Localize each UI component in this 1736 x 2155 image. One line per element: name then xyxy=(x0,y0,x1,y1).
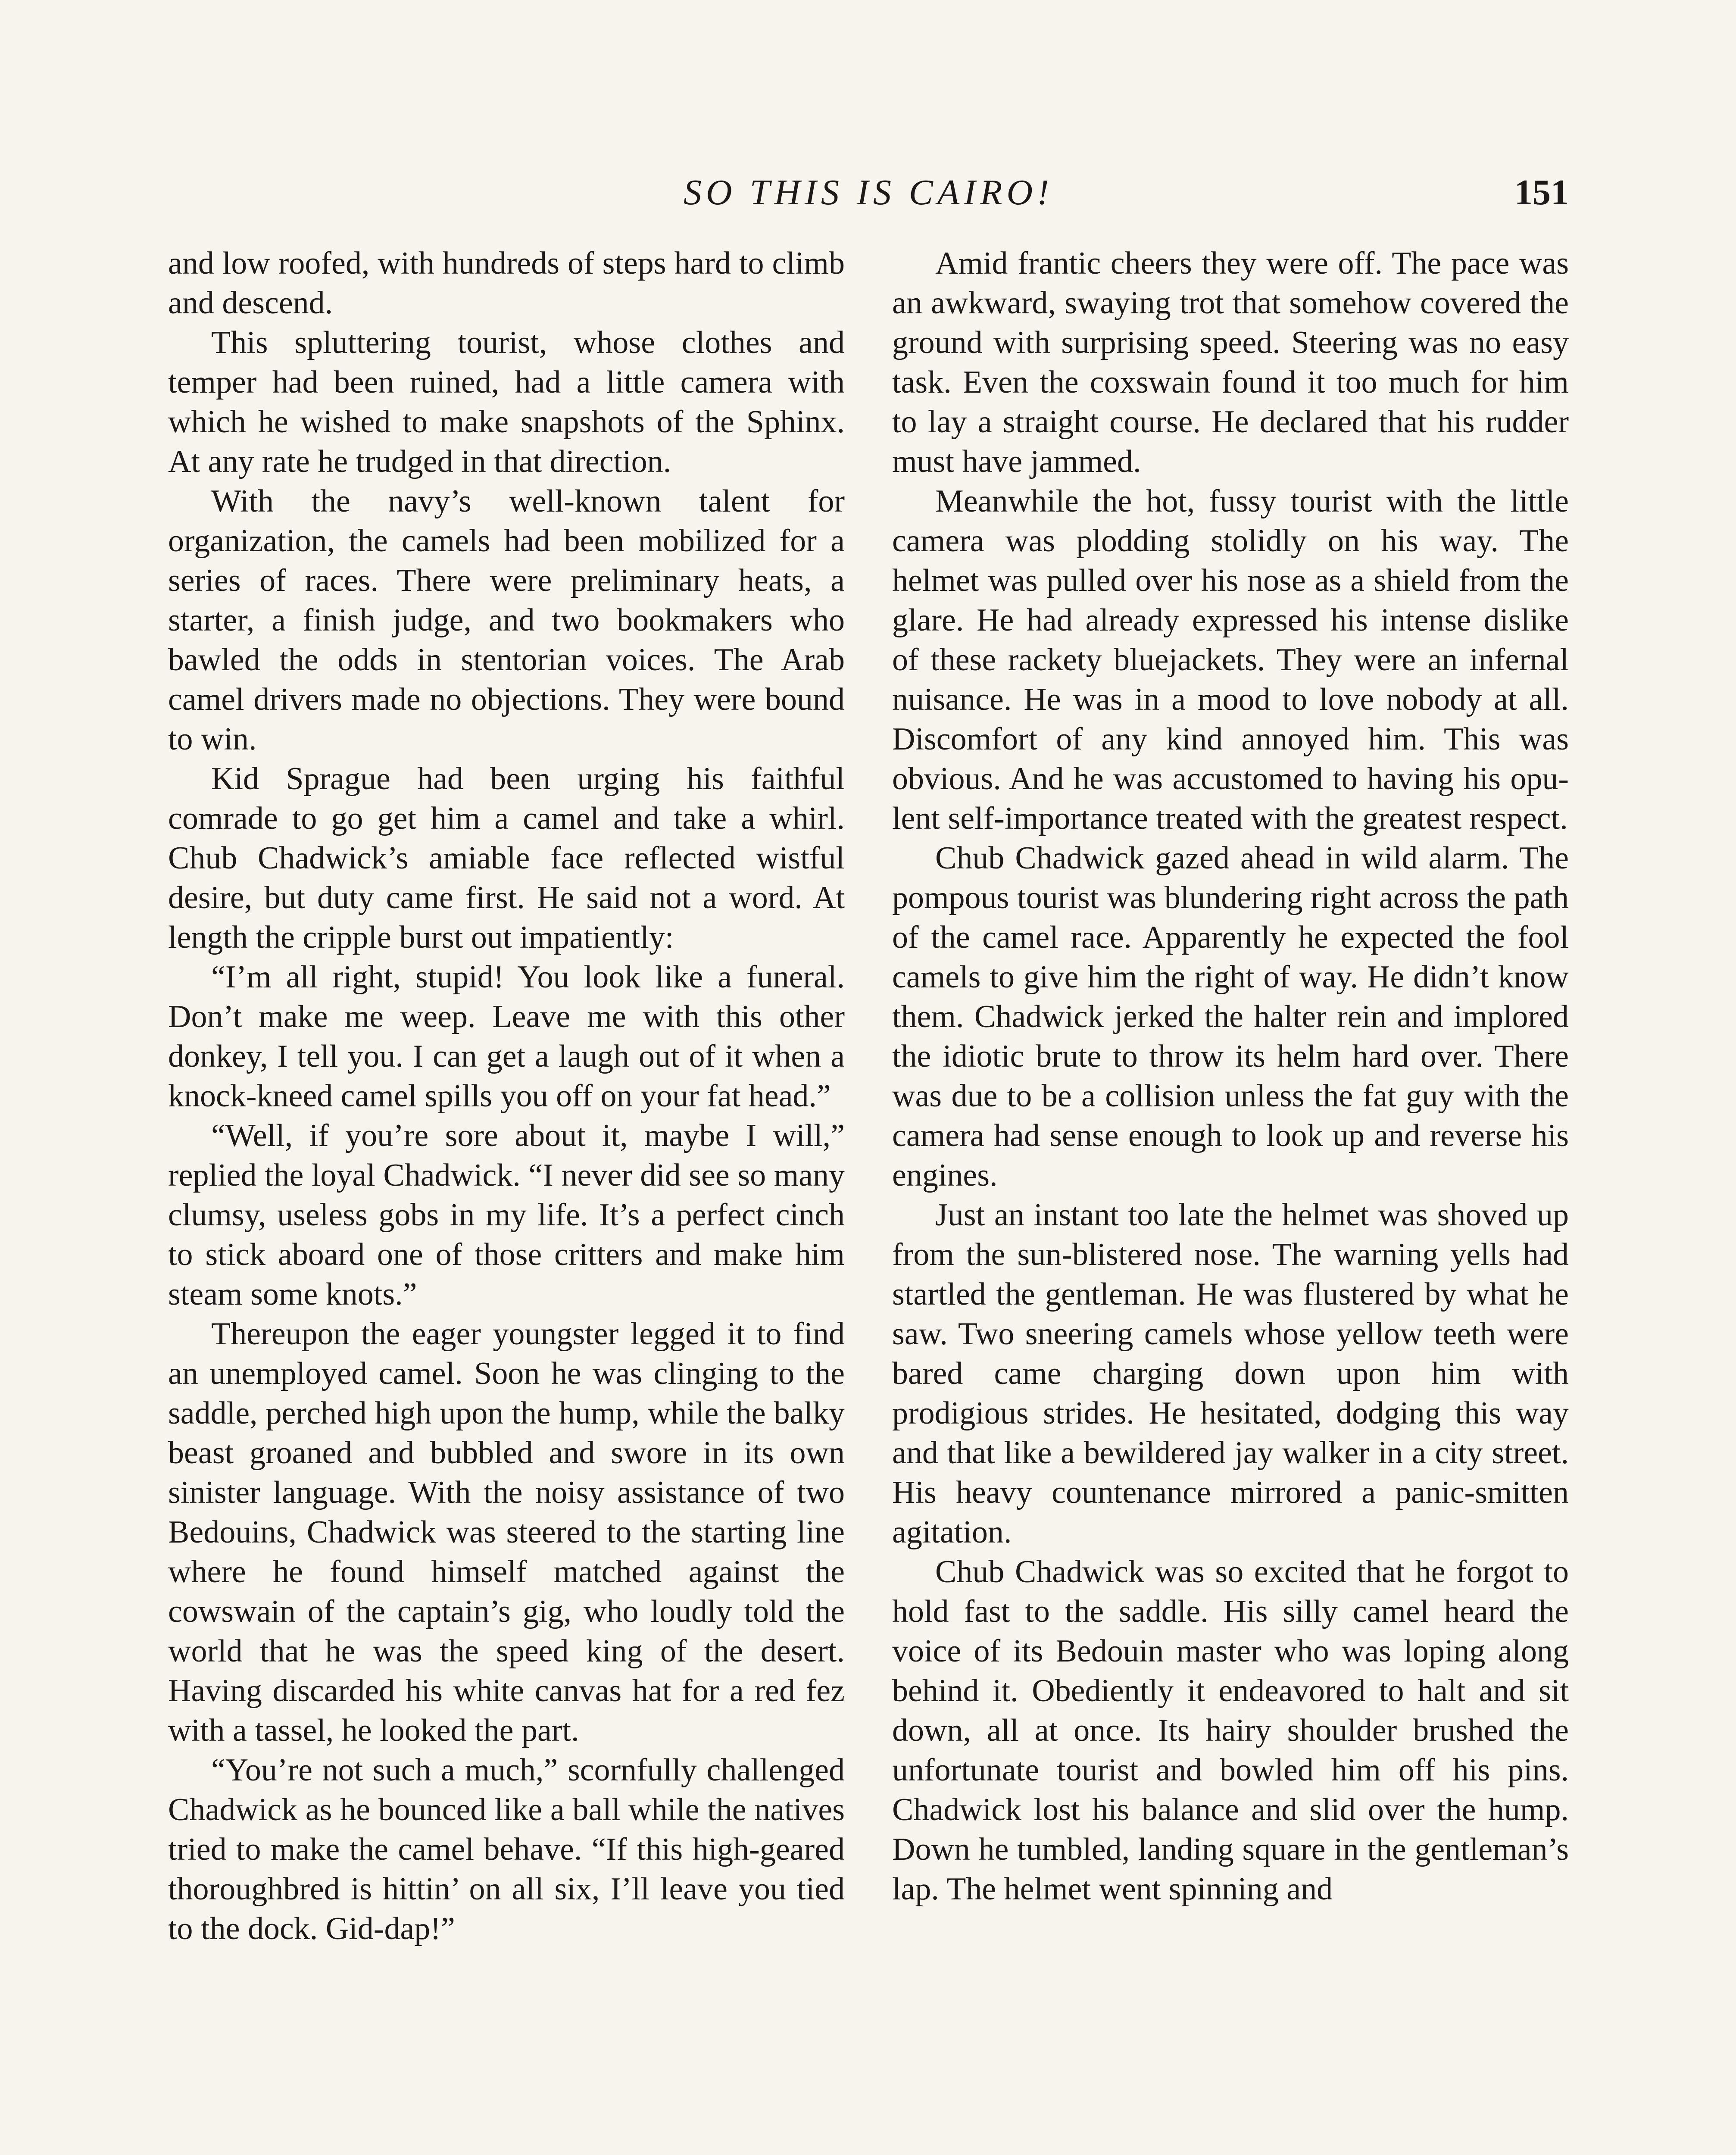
paragraph: Chub Chadwick gazed ahead in wild alarm. The pompous tourist was blundering right across the path of the camel race. Apparently he expected the fool camels to give him the right of way. He didn’t know them. Chadwick jerked the halter rein and implored the idiotic brute to throw its helm hard over. There was due to be a collision unless the fat guy with the camera had sense enough to look up and reverse his engines. xyxy=(892,840,1569,1193)
paragraph: “I’m all right, stupid! You look like a funeral. Don’t make me weep. Leave me with this other donkey, I tell you. I can get a laugh out of it when a knock-kneed camel spills you off on your fat head.” xyxy=(168,959,845,1114)
paragraph: and low roofed, with hundreds of steps hard to climb and descend. xyxy=(168,246,845,321)
running-title: SO THIS IS CAIRO! xyxy=(683,172,1054,212)
paragraph: “Well, if you’re sore about it, maybe I will,” replied the loyal Chadwick. “I never did see so many clumsy, useless gobs in my life. It’s a perfect cinch to stick aboard one of those critters and make him steam some knots.” xyxy=(168,1118,845,1312)
paragraph: This spluttering tourist, whose clothes and temper had been ruined, had a little camera with which he wished to make snapshots of the Sphinx. At any rate he trudged in that direction. xyxy=(168,325,845,479)
paragraph: “You’re not such a much,” scornfully challenged Chadwick as he bounced like a ball while the natives tried to make the camel behave. “If this high-geared thoroughbred is hittin’ on all six, I’ll leave you tied to the dock. Gid-dap!” xyxy=(168,1752,845,1946)
paragraph: Chub Chadwick was so excited that he forgot to hold fast to the saddle. His silly camel heard the voice of its Bedouin master who was loping along behind it. Obediently it endeavored to halt and sit down, all at once. Its hairy shoulder brushed the unfortunate tourist and bowled him off his pins. Chadwick lost his balance and slid over the hump. Down he tumbled, landing square in the gentleman’s lap. The helmet went spinning and xyxy=(892,1554,1569,1907)
left-column xyxy=(168,244,845,2155)
right-column xyxy=(892,244,1569,2155)
paragraph: Amid frantic cheers they were off. The pace was an awkward, swaying trot that somehow covered the ground with surprising speed. Steering was no easy task. Even the coxswain found it too much for him to lay a straight course. He declared that his rudder must have jammed. xyxy=(892,246,1569,479)
paragraph: Meanwhile the hot, fussy tourist with the little camera was plodding stolidly on his way. The helmet was pulled over his nose as a shield from the glare. He had already expressed his intense dislike of these rackety bluejackets. They were an infernal nuisance. He was in a mood to love nobody at all. Discomfort of any kind annoyed him. This was obvious. And he was accustomed to having his opulent self-importance treated with the greatest respect. xyxy=(892,484,1569,836)
page-number: 151 xyxy=(1514,172,1569,212)
page-header xyxy=(168,169,1569,216)
paragraph: Kid Sprague had been urging his faithful comrade to go get him a camel and take a whirl. Chub Chadwick’s amiable face reflected wistful desire, but duty came first. He said not a word. At length the cripple burst out impatiently: xyxy=(168,761,845,955)
paragraph: With the navy’s well-known talent for organization, the camels had been mobilized for a series of races. There were preliminary heats, a starter, a finish judge, and two bookmakers who bawled the odds in stentorian voices. The Arab camel drivers made no objections. They were bound to win. xyxy=(168,484,845,757)
paragraph: Just an instant too late the helmet was shoved up from the sun-blistered nose. The warning yells had startled the gentleman. He was flustered by what he saw. Two sneering camels whose yellow teeth were bared came charging down upon him with prodigious strides. He hesitated, dodging this way and that like a bewildered jay walker in a city street. His heavy countenance mirrored a panic-smitten agitation. xyxy=(892,1197,1569,1550)
paragraph: Thereupon the eager youngster legged it to find an unemployed camel. Soon he was clinging to the saddle, perched high upon the hump, while the balky beast groaned and bubbled and swore in its own sinister language. With the noisy assistance of two Bedouins, Chadwick was steered to the starting line where he found himself matched against the cowswain of the captain’s gig, who loudly told the world that he was the speed king of the desert. Having discarded his white canvas hat for a red fez with a tassel, he looked the part. xyxy=(168,1316,845,1748)
text-columns xyxy=(168,244,1569,2155)
